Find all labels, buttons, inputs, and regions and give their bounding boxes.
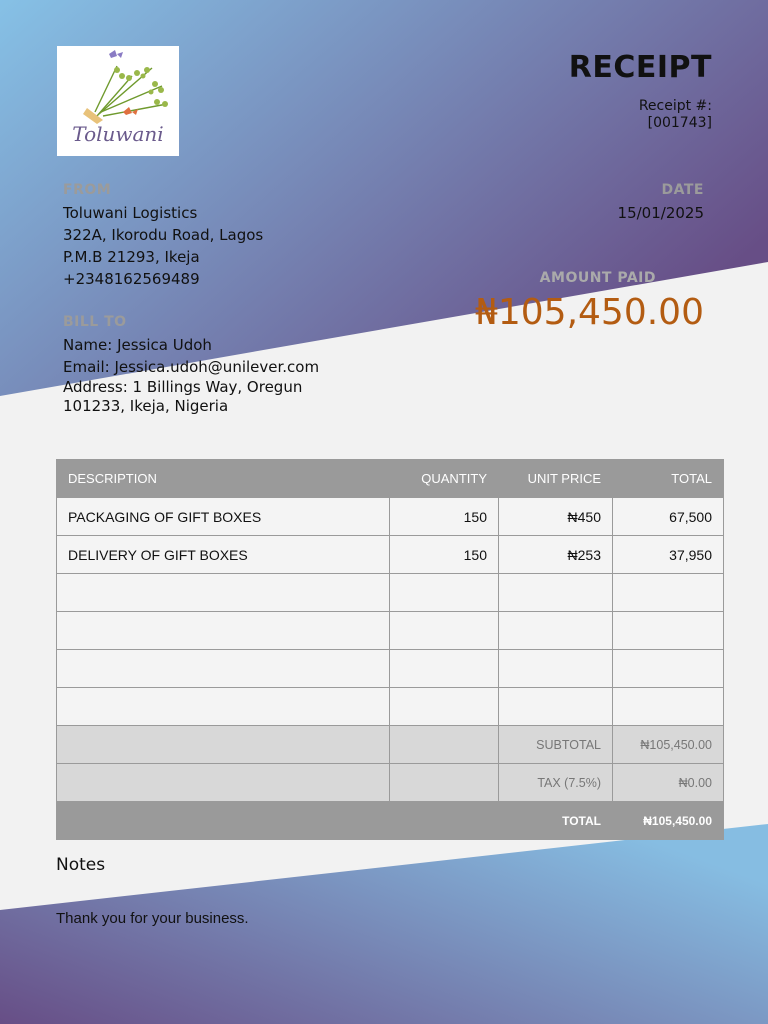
column-header-description: DESCRIPTION bbox=[57, 460, 390, 498]
item-description: DELIVERY OF GIFT BOXES bbox=[57, 536, 390, 574]
date-value: 15/01/2025 bbox=[617, 204, 704, 222]
table-row bbox=[57, 498, 724, 536]
item-total: 67,500 bbox=[613, 498, 724, 536]
item-quantity: 150 bbox=[390, 536, 499, 574]
grand-total-label: TOTAL bbox=[499, 802, 613, 840]
receipt-number: [001743] bbox=[647, 115, 712, 131]
page-title: RECEIPT bbox=[568, 50, 712, 85]
sender-phone: +2348162569489 bbox=[63, 270, 200, 288]
empty-table-row bbox=[57, 612, 724, 650]
item-total: 37,950 bbox=[613, 536, 724, 574]
tax-row bbox=[57, 764, 724, 802]
notes-text: Thank you for your business. bbox=[56, 910, 249, 927]
tax-label: TAX (7.5%) bbox=[499, 764, 613, 802]
amount-paid-label: AMOUNT PAID bbox=[539, 270, 656, 286]
table-header-row bbox=[57, 460, 724, 498]
sender-pmb: P.M.B 21293, Ikeja bbox=[63, 248, 200, 266]
column-header-unit-price: UNIT PRICE bbox=[499, 460, 613, 498]
empty-table-row bbox=[57, 688, 724, 726]
item-quantity: 150 bbox=[390, 498, 499, 536]
from-label: FROM bbox=[63, 182, 112, 198]
sender-company: Toluwani Logistics bbox=[63, 204, 198, 222]
notes-heading: Notes bbox=[56, 855, 106, 875]
table-row bbox=[57, 536, 724, 574]
sender-details bbox=[63, 202, 263, 290]
subtotal-label: SUBTOTAL bbox=[499, 726, 613, 764]
empty-table-row bbox=[57, 650, 724, 688]
column-header-quantity: QUANTITY bbox=[390, 460, 499, 498]
grand-total-value: ₦105,450.00 bbox=[613, 802, 724, 840]
empty-table-row bbox=[57, 574, 724, 612]
item-unit-price: ₦450 bbox=[499, 498, 613, 536]
customer-address: Address: 1 Billings Way, Oregun 101233, Ikeja, Nigeria bbox=[63, 378, 303, 415]
tax-value: ₦0.00 bbox=[613, 764, 724, 802]
item-unit-price: ₦253 bbox=[499, 536, 613, 574]
subtotal-value: ₦105,450.00 bbox=[613, 726, 724, 764]
line-items-table bbox=[56, 459, 724, 840]
subtotal-row bbox=[57, 726, 724, 764]
logo-wordmark: Toluwani bbox=[72, 122, 164, 146]
bill-to-label: BILL TO bbox=[63, 314, 127, 330]
lavender-bouquet-icon bbox=[57, 46, 179, 126]
receipt-number-label: Receipt #: bbox=[638, 98, 712, 114]
customer-name: Name: Jessica Udoh bbox=[63, 336, 212, 354]
bill-to-details bbox=[63, 334, 343, 416]
grand-total-row bbox=[57, 802, 724, 840]
item-description: PACKAGING OF GIFT BOXES bbox=[57, 498, 390, 536]
sender-address: 322A, Ikorodu Road, Lagos bbox=[63, 226, 264, 244]
company-logo bbox=[57, 46, 179, 156]
customer-email: Email: Jessica.udoh@unilever.com bbox=[63, 358, 320, 376]
date-label: DATE bbox=[661, 182, 704, 198]
column-header-total: TOTAL bbox=[613, 460, 724, 498]
amount-paid-value: ₦105,450.00 bbox=[474, 292, 704, 333]
